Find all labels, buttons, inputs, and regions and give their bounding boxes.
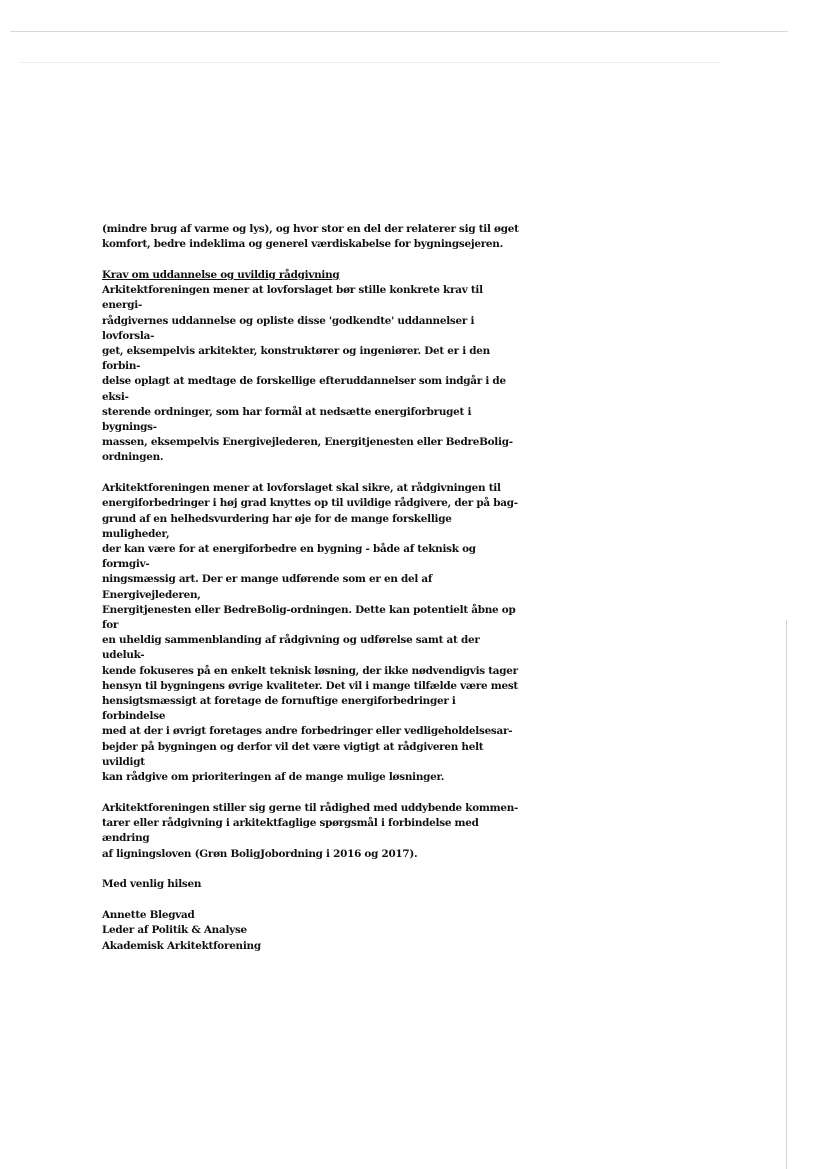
scan-edge-top [10,31,788,32]
section-education [102,268,522,466]
closing-greeting: Med venlig hilsen [102,878,202,891]
letter-body [102,222,522,954]
scan-edge-right [786,620,787,1169]
paragraph-education-requirements: Arkitektforeningen mener at lovforslaget bør stille konkrete krav til energi- rådgivernes uddannelse og opliste disse 'godkendte' uddannelser i lovforsla- get, eksempelvis arkitekter, konstruktører og ingeniører. Det er i den forbin- delse oplagt at medtage de forskellige efteruddannelser som indgår i de eksi- sterende ordninger, som har formål at nedsætte energiforbruget i bygnings- massen, eksempelvis Energivejlederen, Energitjenesten eller BedreBolig- ordningen. [102,284,513,464]
section-heading: Krav om uddannelse og uvildig rådgivning [102,269,340,281]
paragraph-availability: Arkitektforeningen stiller sig gerne til rådighed med uddybende kommen- tarer eller rådgivning i arkitektfaglige spørgsmål i forbindelse med ændring af ligningsloven (Grøn BoligJobordning i 2016 og 2017). [102,801,519,860]
signature-block [102,908,522,954]
scan-edge-top-faint [20,62,720,63]
intro-paragraph: (mindre brug af varme og lys), og hvor stor en del der relaterer sig til øget komfort, bedre indeklima og generel værdiskabelse for bygningsejeren. [102,223,519,251]
signer-organization: Akademisk Arkitektforening [102,939,261,952]
signer-name: Annette Blegvad [102,909,195,922]
paragraph-impartial-advice: Arkitektforeningen mener at lovforslaget skal sikre, at rådgivningen til energiforbedringer i høj grad knyttes op til uvildige rådgivere, der på bag- grund af en helhedsvurdering har øje for de mange forskellige muligheder, der kan være for at energiforbedre en bygning - både af teknisk og formgiv- ningsmæssig art. Der er mange udførende som er en del af Energivejlederen, Energitjenesten eller BedreBolig-ordningen. Dette kan potentielt åbne op for en uheldig sammenblanding af rådgivning og udførelse samt at der udeluk- kende fokuseres på en enkelt teknisk løsning, der ikke nødvendigvis tager hensyn til bygningens øvrige kvaliteter. Det vil i mange tilfælde være mest hensigtsmæssigt at foretage de fornuftige energiforbedringer i forbindelse med at der i øvrigt foretages andre forbedringer eller vedligeholdelsesar- bejder på bygningen og derfor vil det være vigtigt at rådgiveren helt uvildigt kan rådgive om prioriteringen af de mange mulige løsninger. [102,482,518,784]
signer-title: Leder af Politik & Analyse [102,924,247,937]
